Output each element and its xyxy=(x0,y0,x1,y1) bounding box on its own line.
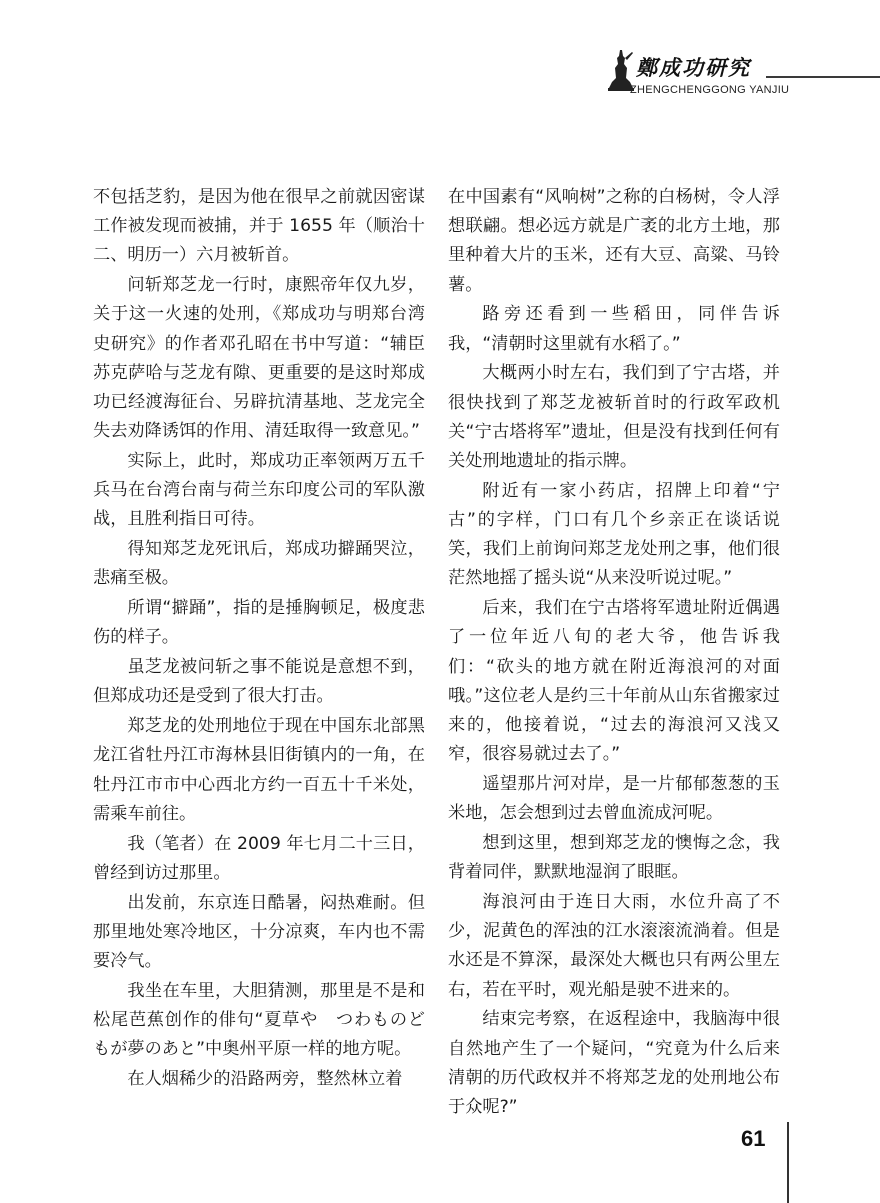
paragraph: 郑芝龙的处刑地位于现在中国东北部黑龙江省牡丹江市海林县旧街镇内的一角，在牡丹江市市中心西北方约一百五十千米处，需乘车前往。 xyxy=(93,716,425,824)
paragraph: 我（笔者）在 2009 年七月二十三日，曾经到访过那里。 xyxy=(93,833,425,883)
paragraph: 所谓“擗踊”，指的是捶胸顿足，极度悲伤的样子。 xyxy=(93,598,425,648)
paragraph: 我坐在车里，大胆猜测，那里是不是和松尾芭蕉创作的俳句“夏草や つわものどもが夢のあと”中奥州平原一样的地方呢。 xyxy=(93,980,425,1060)
journal-title: 鄭成功研究 xyxy=(636,55,751,80)
header-rule xyxy=(766,76,880,78)
paragraph: 在人烟稀少的沿路两旁，整然林立着 xyxy=(127,1069,403,1090)
paragraph: 海浪河由于连日大雨，水位升高了不少，泥黄色的浑浊的江水滚滚流淌着。但是水还是不算深，最深处大概也只有两公里左右，若在平时，观光船是驶不进来的。 xyxy=(448,892,780,1000)
paragraph: 不包括芝豹，是因为他在很早之前就因密谋工作被发现而被捕，并于 1655 年（顺治十二、明历一）六月被斩首。 xyxy=(93,187,425,266)
paragraph: 大概两小时左右，我们到了宁古塔，并很快找到了郑芝龙被斩首时的行政军政机关“宁古塔将军”遗址，但是没有找到任何有关处刑地遗址的指示牌。 xyxy=(448,363,780,472)
paragraph: 想到这里，想到郑芝龙的懊悔之念，我背着同伴，默默地湿润了眼眶。 xyxy=(448,833,780,883)
paragraph: 结束完考察，在返程途中，我脑海中很自然地产生了一个疑问，“究竟为什么后来清朝的历代政权并不将郑芝龙的处刑地公布于众呢?” xyxy=(448,1009,780,1118)
paragraph: 后来，我们在宁古塔将军遗址附近偶遇了一位年近八旬的老大爷，他告诉我们：“砍头的地方就在附近海浪河的对面哦。”这位老人是约三十年前从山东省搬家过来的，他接着说，“过去的海浪河又浅又窄，很容易就过去了。” xyxy=(448,598,780,765)
journal-subtitle: ZHENGCHENGGONG YANJIU xyxy=(630,84,790,96)
left-column xyxy=(93,183,425,1094)
page-number-rule xyxy=(787,1122,789,1203)
paragraph: 在中国素有“风响树”之称的白杨树，令人浮想联翩。想必远方就是广袤的北方土地，那里种着大片的玉米，还有大豆、高粱、马铃薯。 xyxy=(448,187,780,295)
paragraph: 路旁还看到一些稻田，同伴告诉我，“清朝时这里就有水稻了。” xyxy=(448,304,780,354)
right-column xyxy=(448,183,780,1122)
page-number: 61 xyxy=(741,1126,766,1151)
paragraph: 实际上，此时，郑成功正率领两万五千兵马在台湾台南与荷兰东印度公司的军队激战，且胜利指日可待。 xyxy=(93,451,425,530)
paragraph: 出发前，东京连日酷暑，闷热难耐。但那里地处寒冷地区，十分凉爽，车内也不需要冷气。 xyxy=(93,892,425,972)
paragraph: 问斩郑芝龙一行时，康熙帝年仅九岁，关于这一火速的处刑，《郑成功与明郑台湾史研究》的作者邓孔昭在书中写道：“辅臣苏克萨哈与芝龙有隙、更重要的是这时郑成功已经渡海征台、另辟抗清基地、芝龙完全失去劝降诱饵的作用、清廷取得一致意见。” xyxy=(93,275,425,442)
paragraph: 虽芝龙被问斩之事不能说是意想不到，但郑成功还是受到了很大打击。 xyxy=(93,657,425,707)
paragraph: 附近有一家小药店，招牌上印着“宁古”的字样，门口有几个乡亲正在谈话说笑，我们上前询问郑芝龙处刑之事，他们很茫然地摇了摇头说“从来没听说过呢。” xyxy=(448,480,780,589)
paragraph: 遥望那片河对岸，是一片郁郁葱葱的玉米地，怎会想到过去曾血流成河呢。 xyxy=(448,774,780,824)
paragraph: 得知郑芝龙死讯后，郑成功擗踊哭泣，悲痛至极。 xyxy=(93,539,425,589)
running-header xyxy=(606,48,880,108)
